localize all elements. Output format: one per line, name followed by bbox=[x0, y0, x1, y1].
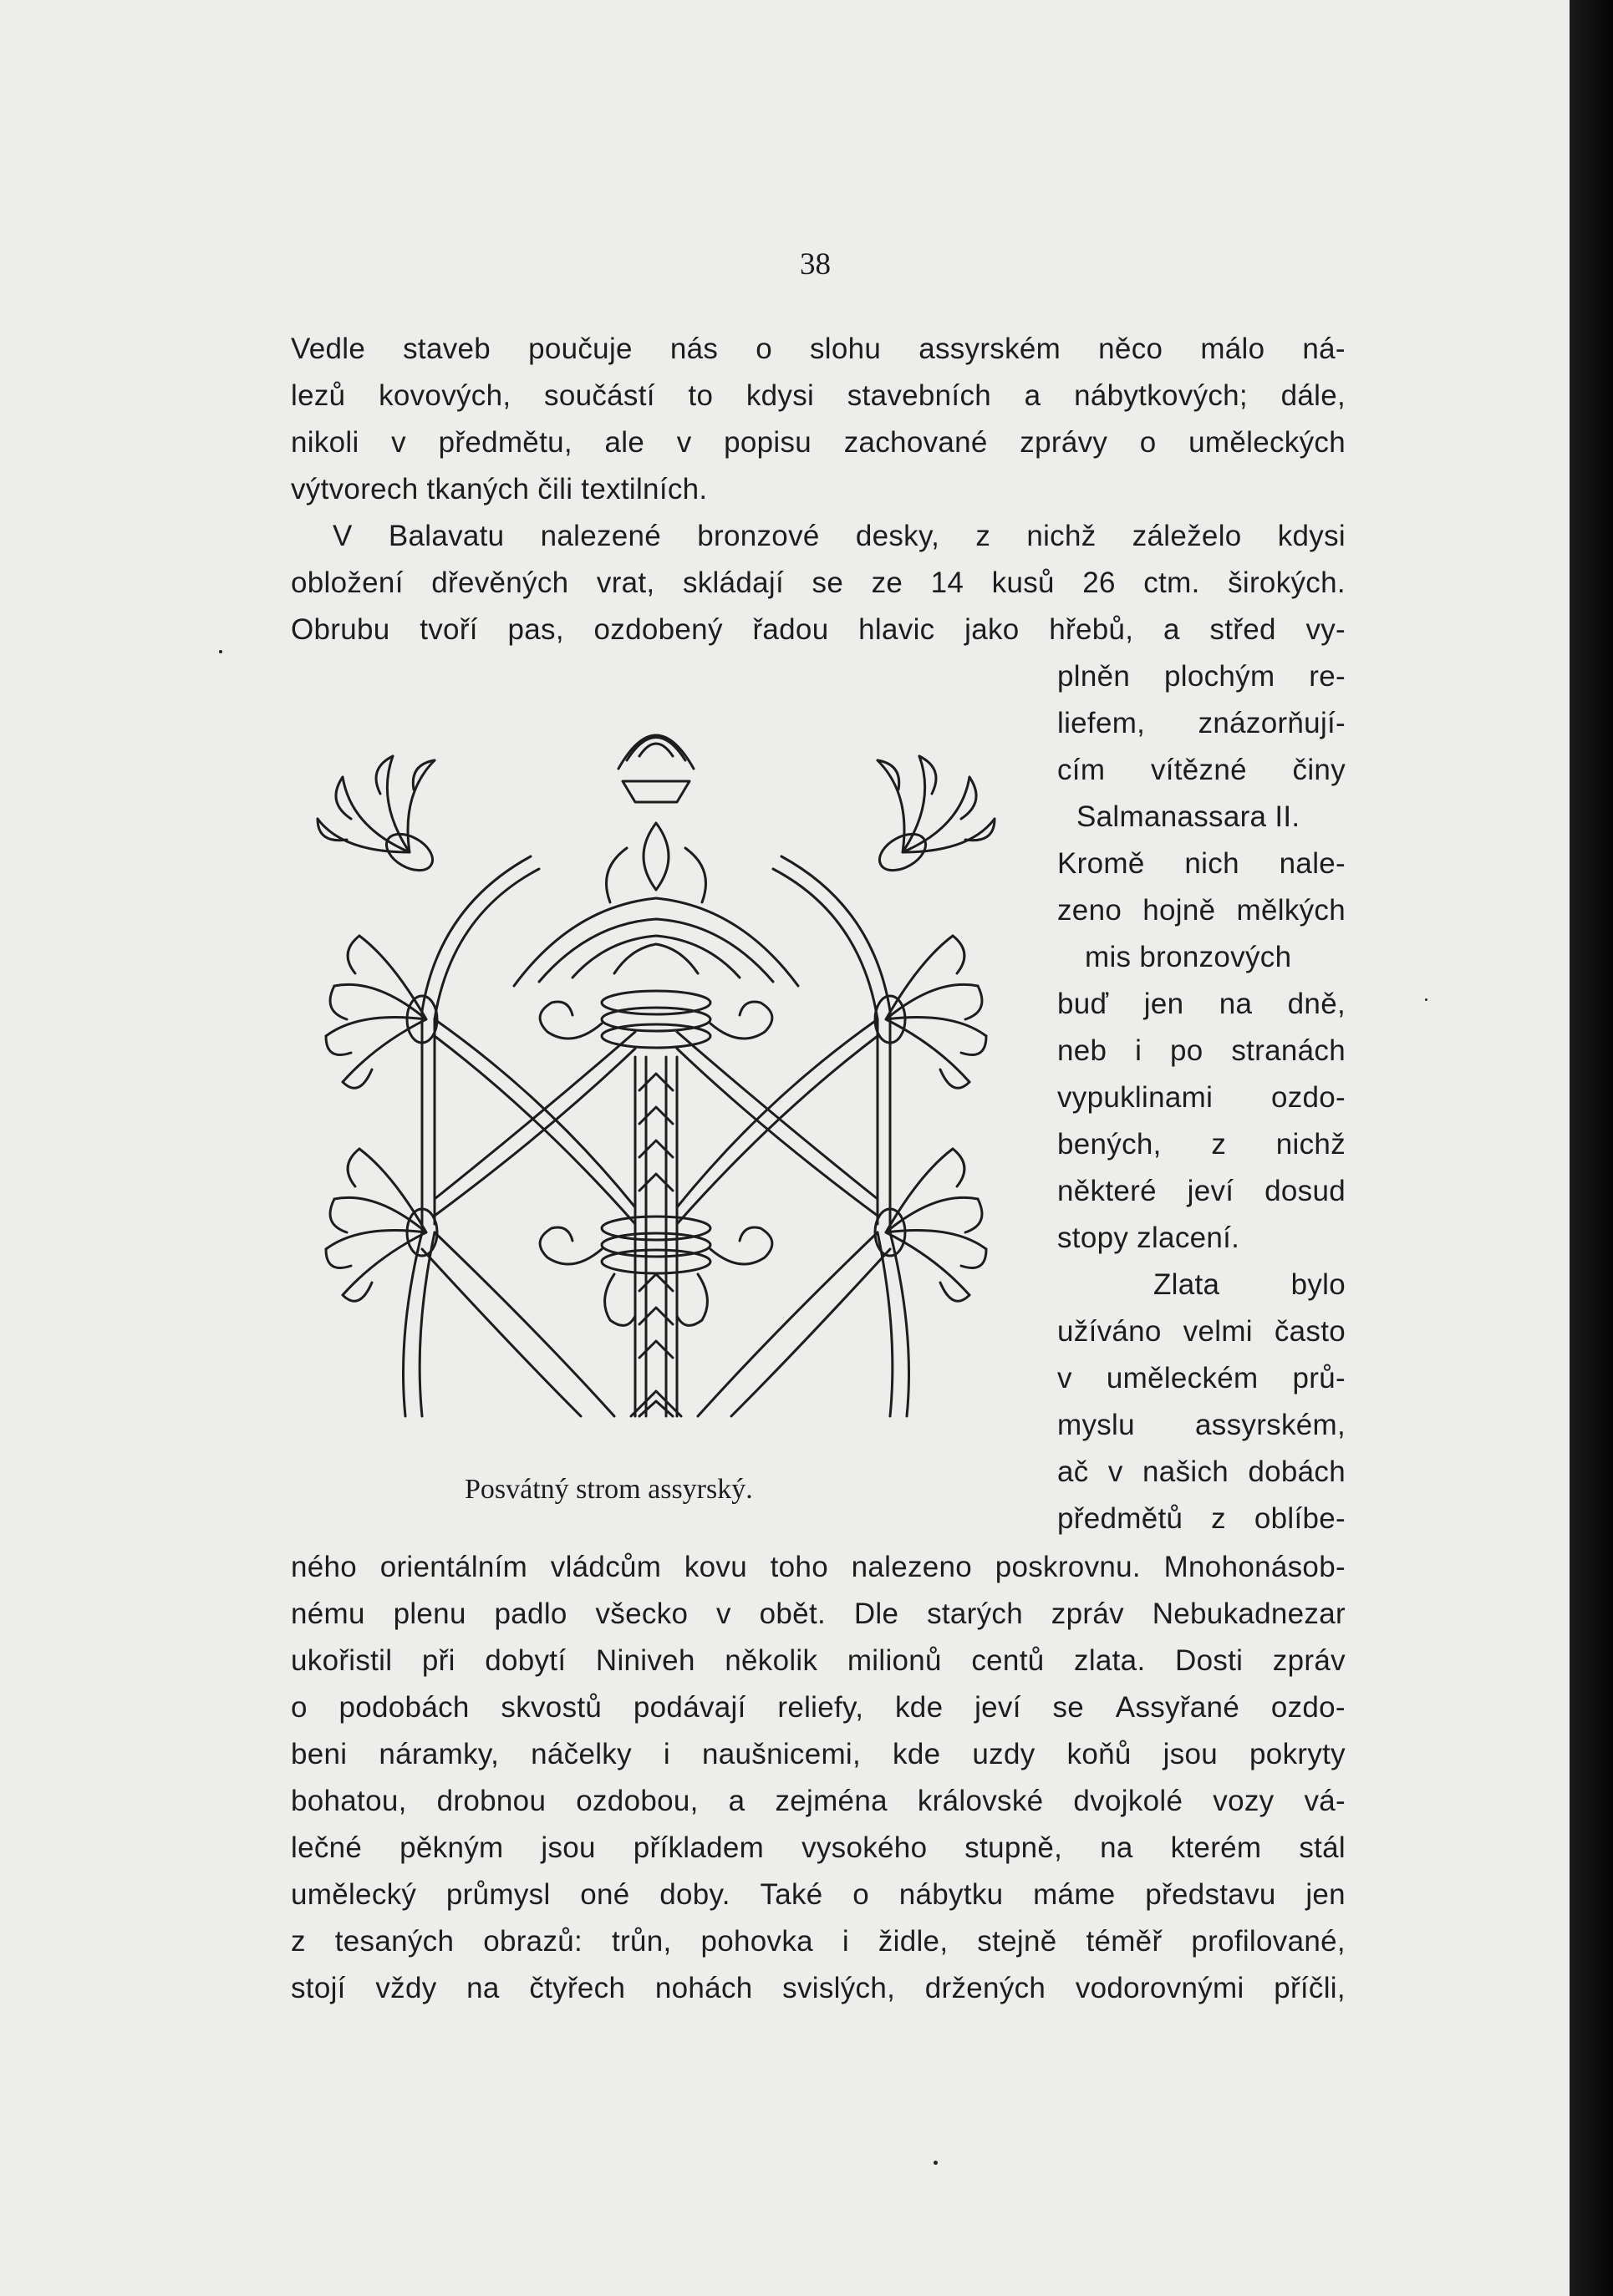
text-line: zeno hojně mělkých bbox=[1057, 894, 1346, 927]
paper-speck bbox=[1425, 998, 1427, 1001]
text-line: stojí vždy na čtyřech nohách svislých, držených vodorovnými příčli, bbox=[291, 1972, 1346, 2004]
text-line: v uměleckém prů- bbox=[1057, 1362, 1346, 1394]
text-line: ač v našich dobách bbox=[1057, 1455, 1346, 1488]
text-line: lečné pěkným jsou příkladem vysokého stupně, na kterém stál bbox=[291, 1831, 1346, 1864]
text-line: buď jen na dně, bbox=[1057, 988, 1346, 1020]
text-line: užíváno velmi často bbox=[1057, 1315, 1346, 1348]
text-line: obložení dřevěných vrat, skládají se ze 14 kusů 26 ctm. širokých. bbox=[291, 566, 1346, 599]
text-line: předmětů z oblíbe- bbox=[1057, 1502, 1346, 1535]
text-line: lezů kovových, součástí to kdysi stavebních a nábytkových; dále, bbox=[291, 379, 1346, 412]
text-line: myslu assyrském, bbox=[1057, 1409, 1346, 1441]
text-line: bených, z nichž bbox=[1057, 1128, 1346, 1161]
text-line: výtvorech tkaných čili textilních. bbox=[291, 473, 708, 505]
paper-speck bbox=[219, 650, 222, 653]
text-line: Zlata bylo bbox=[1153, 1268, 1346, 1301]
text-line: cím vítězné činy bbox=[1057, 754, 1346, 786]
text-line: některé jeví dosud bbox=[1057, 1175, 1346, 1207]
text-line: Kromě nich nale- bbox=[1057, 847, 1346, 880]
text-line: stopy zlacení. bbox=[1057, 1222, 1240, 1254]
text-line: V Balavatu nalezené bronzové desky, z nichž záleželo kdysi bbox=[333, 520, 1346, 552]
text-line: beni náramky, náčelky i naušnicemi, kde uzdy koňů jsou pokryty bbox=[291, 1738, 1346, 1770]
text-line: ukořistil při dobytí Niniveh několik milionů centů zlata. Dosti zpráv bbox=[291, 1644, 1346, 1677]
sacred-tree-illustration bbox=[297, 698, 1015, 1441]
text-line: bohatou, drobnou ozdobou, a zejména královské dvojkolé vozy vá- bbox=[291, 1785, 1346, 1817]
text-line: nému plenu padlo všecko v obět. Dle starých zpráv Nebukadnezar bbox=[291, 1598, 1346, 1630]
figure-caption: Posvátný strom assyrský. bbox=[465, 1474, 753, 1505]
text-line: mis bronzových bbox=[1085, 941, 1292, 973]
text-line: neb i po stranách bbox=[1057, 1034, 1346, 1067]
page-number: 38 bbox=[800, 247, 831, 282]
text-line: Obrubu tvoří pas, ozdobený řadou hlavic jako hřebů, a střed vy- bbox=[291, 613, 1346, 646]
text-line: Salmanassara II. bbox=[1076, 800, 1300, 833]
text-line: o podobách skvostů podávají reliefy, kde jeví se Assyřané ozdo- bbox=[291, 1691, 1346, 1724]
text-line: umělecký průmysl oné doby. Také o nábytku máme představu jen bbox=[291, 1878, 1346, 1911]
text-line: liefem, znázorňují- bbox=[1057, 707, 1346, 739]
text-line: Vedle staveb poučuje nás o slohu assyrském něco málo ná- bbox=[291, 333, 1346, 365]
paper-speck bbox=[934, 2161, 938, 2165]
text-line: nikoli v předmětu, ale v popisu zachované zprávy o uměleckých bbox=[291, 426, 1346, 459]
page-edge-shadow bbox=[1570, 0, 1613, 2296]
text-line: vypuklinami ozdo- bbox=[1057, 1081, 1346, 1114]
text-line: z tesaných obrazů: trůn, pohovka i židle, stejně téměř profilované, bbox=[291, 1925, 1346, 1958]
text-line: plněn plochým re- bbox=[1057, 660, 1346, 693]
text-line: ného orientálním vládcům kovu toho nalezeno poskrovnu. Mnohonásob- bbox=[291, 1551, 1346, 1583]
